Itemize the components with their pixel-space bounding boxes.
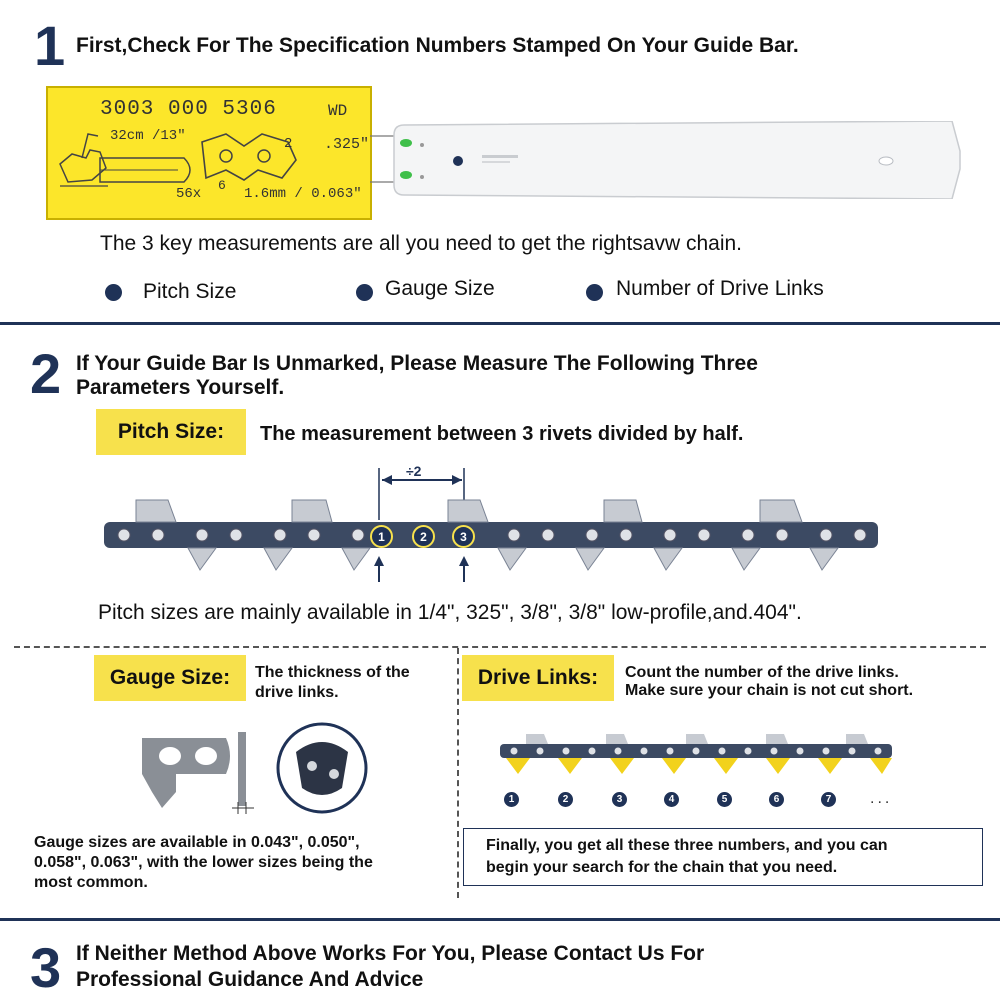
- pitch-size-label: Pitch Size:: [96, 409, 246, 455]
- gauge-diagram-image: [136, 722, 436, 822]
- bar-outline-icon: [98, 150, 198, 190]
- stamp-pitch: .325": [324, 136, 370, 153]
- dashed-divider-vertical: [457, 648, 459, 898]
- section-divider-2: [0, 918, 1000, 921]
- bullet-pitch-size: Pitch Size: [143, 280, 237, 303]
- drive-links-description-line-1: Count the number of the drive links.: [625, 664, 899, 681]
- stamp-code: WD: [328, 102, 348, 120]
- pitch-size-description: The measurement between 3 rivets divided by half.: [260, 423, 744, 445]
- final-note-line-2: begin your search for the chain that you need.: [486, 859, 838, 876]
- pitch-chain-image: [96, 460, 886, 590]
- step-1-number: 1: [34, 14, 66, 77]
- gauge-sizes-note-line-1: Gauge sizes are available in 0.043", 0.050",: [34, 834, 360, 851]
- step-1-intro: The 3 key measurements are all you need to get the rightsavw chain.: [100, 232, 743, 255]
- bullet-dot-3: [586, 284, 603, 301]
- drive-link-ellipsis: ...: [870, 790, 893, 807]
- drive-link-number-4: 4: [664, 792, 679, 807]
- stamp-gauge: 1.6mm / 0.063": [244, 186, 362, 202]
- final-note-line-1: Finally, you get all these three numbers, and you can: [486, 837, 888, 854]
- gauge-size-description-line-1: The thickness of the: [255, 664, 410, 681]
- bullet-dot-2: [356, 284, 373, 301]
- step-1-title: First,Check For The Specification Numbers Stamped On Your Guide Bar.: [76, 34, 799, 57]
- dashed-divider-horizontal: [14, 646, 986, 648]
- stamp-part-number: 3003 000 5306: [100, 98, 277, 121]
- drive-links-label: Drive Links:: [462, 655, 614, 701]
- stamp-gauge-mark: 6: [218, 178, 226, 193]
- step-2-number: 2: [30, 342, 62, 405]
- gauge-size-description-line-2: drive links.: [255, 684, 339, 701]
- bullet-drive-links: Number of Drive Links: [616, 277, 824, 300]
- drive-link-number-7: 7: [821, 792, 836, 807]
- gauge-sizes-note-line-2: 0.058", 0.063", with the lower sizes being the: [34, 854, 373, 871]
- stamp-pitch-mark: 2: [284, 136, 293, 152]
- gauge-size-label: Gauge Size:: [94, 655, 246, 701]
- drive-links-description-line-2: Make sure your chain is not cut short.: [625, 682, 914, 699]
- guide-bar-image: [392, 121, 962, 199]
- step-3-number: 3: [30, 936, 62, 999]
- step-3-title-line-1: If Neither Method Above Works For You, Please Contact Us For: [76, 942, 705, 965]
- drive-links-chain-image: [496, 730, 896, 780]
- rivet-3: 3: [452, 525, 475, 548]
- bullet-dot-1: [105, 284, 122, 301]
- step-2-title-line-1: If Your Guide Bar Is Unmarked, Please Measure The Following Three: [76, 352, 758, 375]
- stamp-length: 32cm /13": [110, 128, 186, 144]
- drive-link-number-2: 2: [558, 792, 573, 807]
- drive-link-number-1: 1: [504, 792, 519, 807]
- stamp-links: 56x: [176, 186, 202, 202]
- drive-link-number-6: 6: [769, 792, 784, 807]
- divide-by-two-label: ÷2: [406, 463, 422, 479]
- section-divider-1: [0, 322, 1000, 325]
- bullet-gauge-size: Gauge Size: [385, 277, 495, 300]
- step-2-title-line-2: Parameters Yourself.: [76, 376, 285, 399]
- step-3-title-line-2: Professional Guidance And Advice: [76, 968, 424, 991]
- drive-link-number-3: 3: [612, 792, 627, 807]
- pitch-sizes-note: Pitch sizes are mainly available in 1/4", 325", 3/8", 3/8" low-profile,and.404".: [98, 601, 802, 624]
- rivet-1: 1: [370, 525, 393, 548]
- drive-link-number-5: 5: [717, 792, 732, 807]
- gauge-sizes-note-line-3: most common.: [34, 874, 148, 891]
- rivet-2: 2: [412, 525, 435, 548]
- guide-bar-stamp-image: [46, 86, 372, 220]
